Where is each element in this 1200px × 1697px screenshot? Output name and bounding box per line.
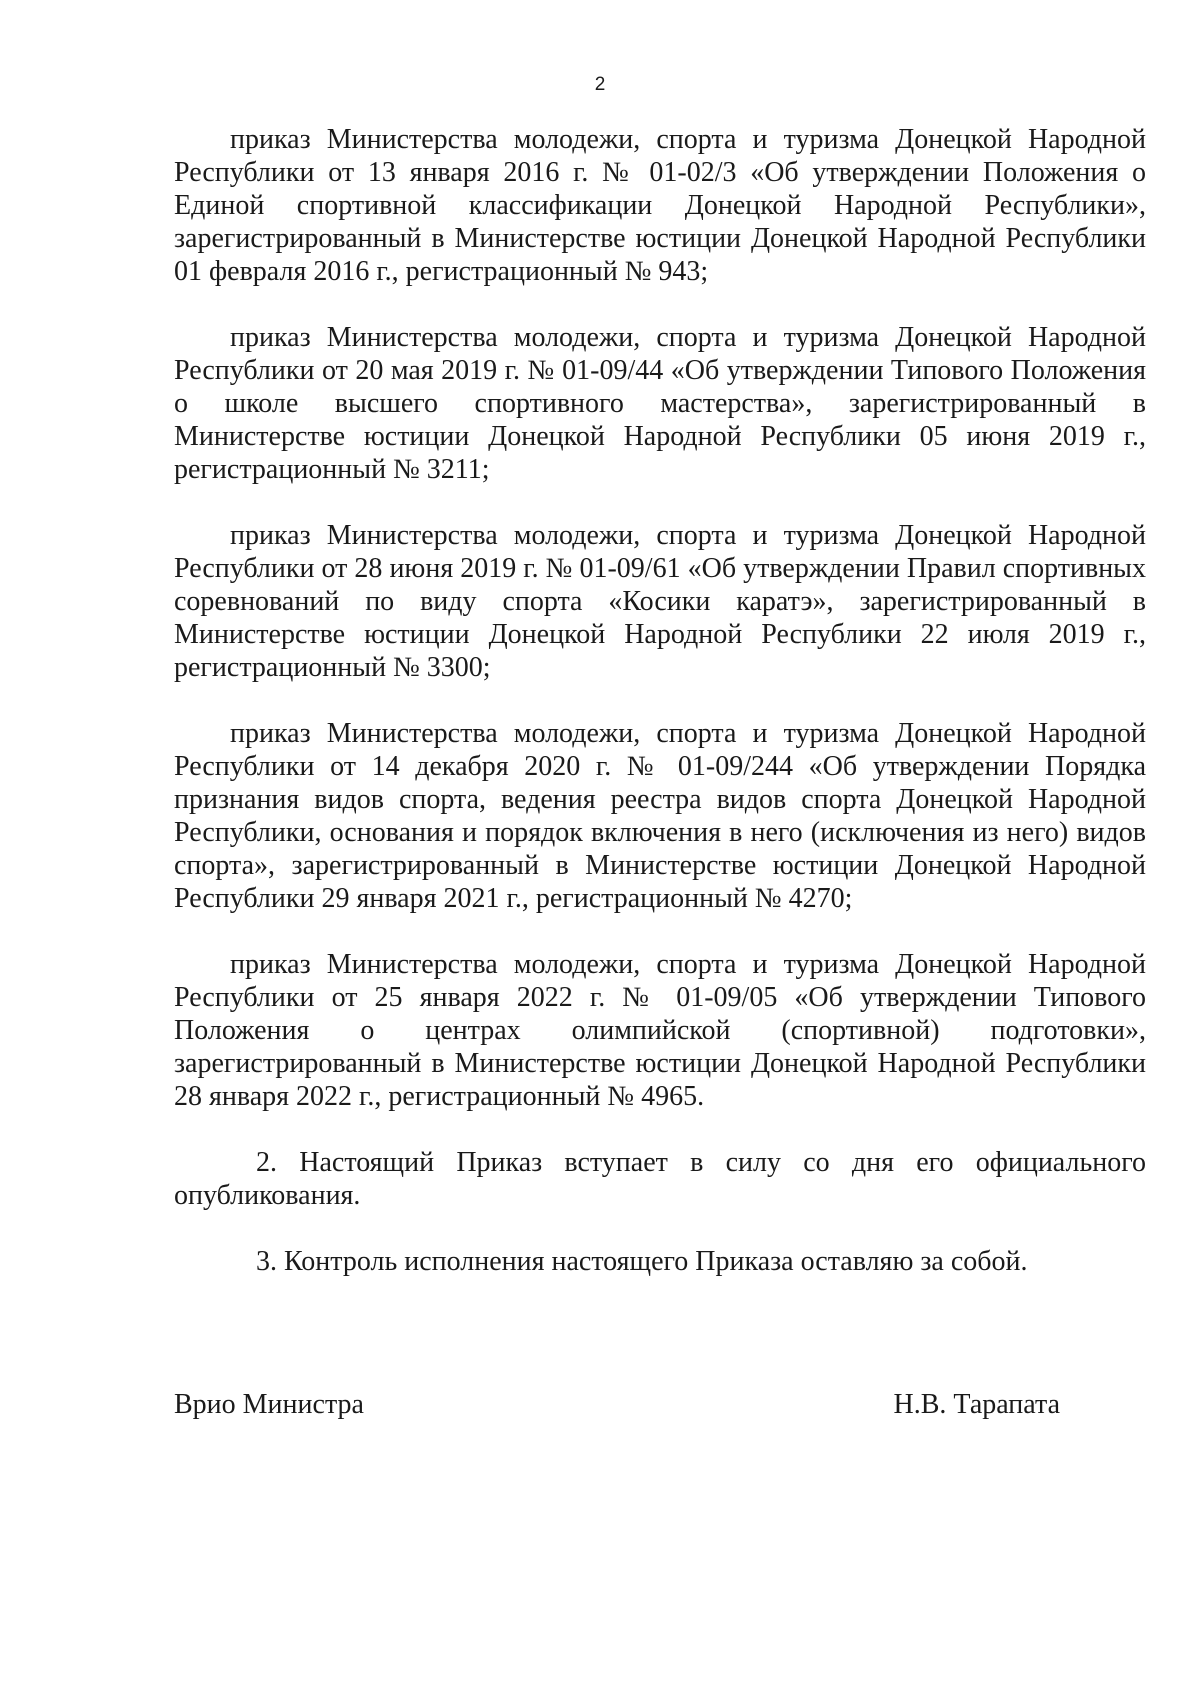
clause-effective-date: 2. Настоящий Приказ вступает в силу со дня его официального опубликования. xyxy=(174,1147,1146,1211)
order-item-paragraph: приказ Министерства молодежи, спорта и туризма Донецкой Народной Республики от 20 мая 2019 г. № 01-09/44 «Об утверждении Типового Положения о школе высшего спортивного мастерства», зарегистрированный в Министерстве юстиции Донецкой Народной Республики 05 июня 2019 г., регистрационный № 3211; xyxy=(174,322,1146,485)
order-item-paragraph: приказ Министерства молодежи, спорта и туризма Донецкой Народной Республики от 14 декабря 2020 г. № 01-09/244 «Об утверждении Порядка признания видов спорта, ведения реестра видов спорта Донецкой Народной Республики, основания и порядок включения в него (исключения из него) видов спорта», зарегистрированный в Министерстве юстиции Донецкой Народной Республики 29 января 2021 г., регистрационный № 4270; xyxy=(174,718,1146,914)
document-body xyxy=(174,123,1146,1278)
order-item-paragraph: приказ Министерства молодежи, спорта и туризма Донецкой Народной Республики от 25 января 2022 г. № 01-09/05 «Об утверждении Типового Положения о центрах олимпийской (спортивной) подготовки», зарегистрированный в Министерстве юстиции Донецкой Народной Республики 28 января 2022 г., регистрационный № 4965. xyxy=(174,949,1146,1112)
order-item-paragraph: приказ Министерства молодежи, спорта и туризма Донецкой Народной Республики от 13 января 2016 г. № 01-02/3 «Об утверждении Положения о Единой спортивной классификации Донецкой Народной Республики», зарегистрированный в Министерстве юстиции Донецкой Народной Республики 01 февраля 2016 г., регистрационный № 943; xyxy=(174,124,1146,287)
page-number: 2 xyxy=(594,74,606,95)
signatory-position: Врио Министра xyxy=(174,1389,364,1420)
signatory-name: Н.В. Тарапата xyxy=(893,1389,1060,1420)
signature-block xyxy=(174,1388,1060,1421)
order-item-paragraph: приказ Министерства молодежи, спорта и туризма Донецкой Народной Республики от 28 июня 2019 г. № 01-09/61 «Об утверждении Правил спортивных соревнований по виду спорта «Косики каратэ», зарегистрированный в Министерстве юстиции Донецкой Народной Республики 22 июля 2019 г., регистрационный № 3300; xyxy=(174,520,1146,683)
clause-control: 3. Контроль исполнения настоящего Приказа оставляю за собой. xyxy=(256,1246,1028,1277)
